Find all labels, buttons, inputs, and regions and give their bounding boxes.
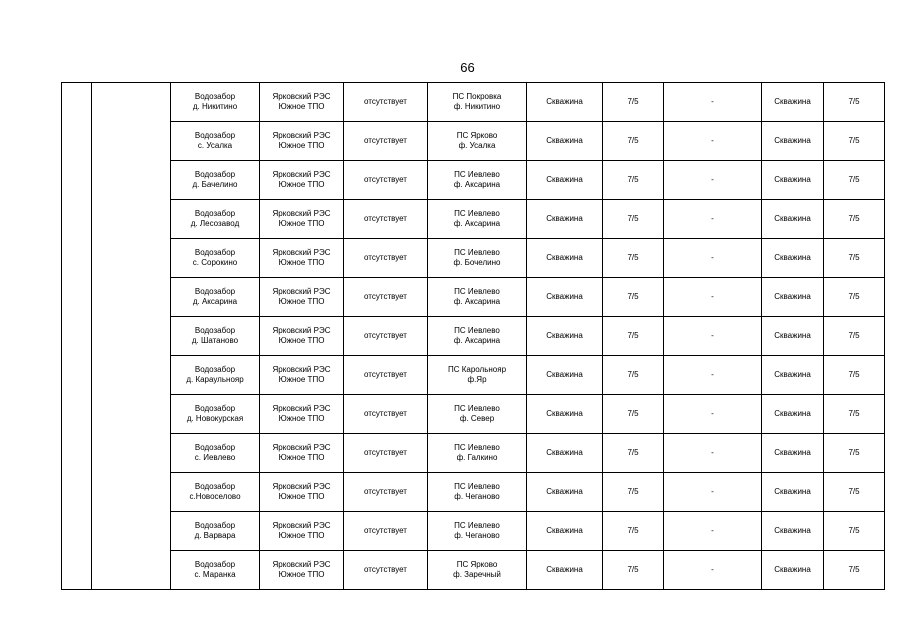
cell-text: с. Усалка (197, 141, 233, 150)
cell-text: - (711, 331, 714, 340)
cell-text: отсутствует (364, 448, 407, 457)
dash-cell (664, 200, 762, 239)
table-body (62, 83, 885, 590)
source-type-cell (527, 395, 603, 434)
merged-col-b (92, 83, 171, 590)
source-type-cell (527, 551, 603, 590)
status-cell (344, 434, 428, 473)
cell-text: Скважина (774, 136, 811, 145)
substation-cell (428, 122, 527, 161)
cell-text: Ярковский РЭС (272, 287, 331, 296)
cell-text: Южное ТПО (278, 492, 325, 501)
dash-cell (664, 239, 762, 278)
cell-text: Водозабор (194, 92, 236, 101)
cell-text: 7/5 (627, 565, 639, 574)
object-cell (171, 278, 260, 317)
cell-text: Скважина (546, 565, 583, 574)
cell-text: ПС Иевлево (454, 209, 500, 218)
cell-text: Ярковский РЭС (272, 131, 331, 140)
cell-text: Водозабор (194, 209, 236, 218)
object-cell (171, 239, 260, 278)
cell-text: отсутствует (364, 292, 407, 301)
cell-text: ПС Иевлево (454, 248, 500, 257)
ratio-cell (603, 512, 664, 551)
object-cell (171, 473, 260, 512)
source-type-cell (527, 434, 603, 473)
source-type-cell-2 (762, 317, 824, 356)
source-type-cell (527, 161, 603, 200)
cell-text: Скважина (546, 214, 583, 223)
cell-text: - (711, 448, 714, 457)
source-type-cell-2 (762, 200, 824, 239)
dash-cell (664, 122, 762, 161)
cell-text: 7/5 (848, 331, 860, 340)
cell-text: Водозабор (194, 326, 236, 335)
object-cell (171, 395, 260, 434)
source-type-cell (527, 317, 603, 356)
ratio-cell (603, 200, 664, 239)
cell-text: 7/5 (627, 253, 639, 262)
cell-text: Южное ТПО (278, 102, 325, 111)
ratio-cell-2 (824, 122, 885, 161)
cell-text: 7/5 (627, 136, 639, 145)
source-type-cell-2 (762, 395, 824, 434)
cell-text: 7/5 (848, 214, 860, 223)
cell-text: Скважина (546, 331, 583, 340)
cell-text: 7/5 (627, 370, 639, 379)
cell-text: ПС Иевлево (454, 443, 500, 452)
substation-cell (428, 200, 527, 239)
cell-text: 7/5 (627, 175, 639, 184)
cell-text: Скважина (546, 526, 583, 535)
cell-text: Скважина (774, 526, 811, 535)
substation-cell (428, 356, 527, 395)
table-row (62, 512, 885, 551)
cell-text: Скважина (774, 565, 811, 574)
ratio-cell-2 (824, 161, 885, 200)
cell-text: д. Варвара (194, 531, 236, 540)
cell-text: Ярковский РЭС (272, 365, 331, 374)
source-type-cell-2 (762, 278, 824, 317)
table-row (62, 395, 885, 434)
substation-cell (428, 434, 527, 473)
ratio-cell-2 (824, 278, 885, 317)
cell-text: Южное ТПО (278, 336, 325, 345)
status-cell (344, 317, 428, 356)
source-type-cell-2 (762, 434, 824, 473)
dash-cell (664, 395, 762, 434)
cell-text: 7/5 (627, 526, 639, 535)
cell-text: Водозабор (194, 248, 236, 257)
dash-cell (664, 83, 762, 122)
cell-text: 7/5 (848, 448, 860, 457)
cell-text: Скважина (774, 409, 811, 418)
cell-text: ПС Ярково (456, 131, 498, 140)
cell-text: с. Маранка (194, 570, 236, 579)
cell-text: Водозабор (194, 521, 236, 530)
source-type-cell-2 (762, 356, 824, 395)
source-type-cell (527, 278, 603, 317)
cell-text: Ярковский РЭС (272, 170, 331, 179)
cell-text: Южное ТПО (278, 180, 325, 189)
cell-text: 7/5 (627, 97, 639, 106)
dash-cell (664, 356, 762, 395)
object-cell (171, 317, 260, 356)
cell-text: - (711, 97, 714, 106)
cell-text: 7/5 (848, 175, 860, 184)
source-type-cell-2 (762, 161, 824, 200)
cell-text: Южное ТПО (278, 570, 325, 579)
ratio-cell-2 (824, 434, 885, 473)
status-cell (344, 473, 428, 512)
source-type-cell-2 (762, 122, 824, 161)
ratio-cell-2 (824, 395, 885, 434)
ratio-cell (603, 356, 664, 395)
cell-text: Скважина (546, 253, 583, 262)
dash-cell (664, 512, 762, 551)
cell-text: - (711, 136, 714, 145)
cell-text: ф. Усалка (458, 141, 496, 150)
cell-text: Скважина (546, 487, 583, 496)
substation-cell (428, 473, 527, 512)
cell-text: - (711, 175, 714, 184)
network-org-cell (260, 239, 344, 278)
table-row (62, 83, 885, 122)
source-type-cell-2 (762, 512, 824, 551)
cell-text: Южное ТПО (278, 531, 325, 540)
status-cell (344, 356, 428, 395)
cell-text: - (711, 409, 714, 418)
cell-text: 7/5 (848, 97, 860, 106)
table-row (62, 161, 885, 200)
cell-text: отсутствует (364, 253, 407, 262)
cell-text: Южное ТПО (278, 258, 325, 267)
status-cell (344, 161, 428, 200)
object-cell (171, 512, 260, 551)
substation-cell (428, 317, 527, 356)
cell-text: с. Сорокино (192, 258, 238, 267)
cell-text: ПС Иевлево (454, 482, 500, 491)
ratio-cell (603, 239, 664, 278)
ratio-cell (603, 317, 664, 356)
ratio-cell-2 (824, 512, 885, 551)
cell-text: Ярковский РЭС (272, 521, 331, 530)
cell-text: Ярковский РЭС (272, 326, 331, 335)
cell-text: Южное ТПО (278, 219, 325, 228)
cell-text: отсутствует (364, 526, 407, 535)
cell-text: отсутствует (364, 370, 407, 379)
dash-cell (664, 161, 762, 200)
object-cell (171, 200, 260, 239)
cell-text: 7/5 (848, 565, 860, 574)
merged-col-a (62, 83, 92, 590)
cell-text: ф. Чеганово (454, 492, 500, 501)
cell-text: - (711, 292, 714, 301)
cell-text: отсутствует (364, 409, 407, 418)
status-cell (344, 512, 428, 551)
cell-text: Ярковский РЭС (272, 404, 331, 413)
cell-text: Водозабор (194, 170, 236, 179)
cell-text: ф. Никитино (453, 102, 501, 111)
cell-text: Скважина (774, 214, 811, 223)
substation-cell (428, 278, 527, 317)
cell-text: ф. Заречный (453, 570, 501, 579)
substation-cell (428, 551, 527, 590)
ratio-cell (603, 551, 664, 590)
ratio-cell (603, 395, 664, 434)
status-cell (344, 83, 428, 122)
cell-text: 7/5 (848, 292, 860, 301)
cell-text: отсутствует (364, 136, 407, 145)
cell-text: - (711, 487, 714, 496)
ratio-cell-2 (824, 200, 885, 239)
status-cell (344, 200, 428, 239)
cell-text: отсутствует (364, 565, 407, 574)
cell-text: 7/5 (627, 487, 639, 496)
cell-text: д. Бачелино (192, 180, 238, 189)
cell-text: ф. Бочелино (453, 258, 501, 267)
cell-text: д. Новокурская (186, 414, 244, 423)
cell-text: ф. Чеганово (454, 531, 500, 540)
cell-text: ПС Иевлево (454, 326, 500, 335)
dash-cell (664, 278, 762, 317)
cell-text: Скважина (546, 370, 583, 379)
network-org-cell (260, 434, 344, 473)
cell-text: Скважина (546, 409, 583, 418)
network-org-cell (260, 395, 344, 434)
source-type-cell (527, 512, 603, 551)
ratio-cell (603, 473, 664, 512)
cell-text: ПС Ярково (456, 560, 498, 569)
network-org-cell (260, 356, 344, 395)
cell-text: ПС Иевлево (454, 287, 500, 296)
dash-cell (664, 434, 762, 473)
cell-text: 7/5 (848, 370, 860, 379)
table-row (62, 317, 885, 356)
dash-cell (664, 473, 762, 512)
cell-text: ПС Иевлево (454, 170, 500, 179)
cell-text: Южное ТПО (278, 375, 325, 384)
cell-text: Водозабор (194, 482, 236, 491)
cell-text: Скважина (546, 292, 583, 301)
status-cell (344, 551, 428, 590)
water-intake-table (61, 82, 885, 590)
ratio-cell (603, 161, 664, 200)
cell-text: ф. Аксарина (453, 336, 501, 345)
cell-text: ф. Север (459, 414, 495, 423)
table-row (62, 473, 885, 512)
cell-text: отсутствует (364, 214, 407, 223)
cell-text: Ярковский РЭС (272, 209, 331, 218)
network-org-cell (260, 161, 344, 200)
ratio-cell-2 (824, 239, 885, 278)
cell-text: Водозабор (194, 443, 236, 452)
ratio-cell (603, 434, 664, 473)
cell-text: Ярковский РЭС (272, 92, 331, 101)
cell-text: ПС Иевлево (454, 404, 500, 413)
cell-text: Скважина (774, 292, 811, 301)
substation-cell (428, 239, 527, 278)
cell-text: Водозабор (194, 404, 236, 413)
cell-text: Скважина (774, 448, 811, 457)
cell-text: Южное ТПО (278, 453, 325, 462)
cell-text: 7/5 (848, 526, 860, 535)
cell-text: 7/5 (627, 409, 639, 418)
cell-text: 7/5 (848, 253, 860, 262)
ratio-cell (603, 122, 664, 161)
object-cell (171, 83, 260, 122)
cell-text: Скважина (774, 331, 811, 340)
source-type-cell (527, 356, 603, 395)
object-cell (171, 434, 260, 473)
status-cell (344, 122, 428, 161)
cell-text: ПС Карольнояр (447, 365, 507, 374)
substation-cell (428, 395, 527, 434)
object-cell (171, 551, 260, 590)
object-cell (171, 122, 260, 161)
cell-text: Скважина (546, 97, 583, 106)
status-cell (344, 278, 428, 317)
object-cell (171, 356, 260, 395)
source-type-cell-2 (762, 551, 824, 590)
cell-text: д. Никитино (192, 102, 238, 111)
dash-cell (664, 551, 762, 590)
cell-text: Водозабор (194, 131, 236, 140)
cell-text: 7/5 (627, 448, 639, 457)
source-type-cell (527, 122, 603, 161)
cell-text: ф.Яр (467, 375, 487, 384)
network-org-cell (260, 512, 344, 551)
source-type-cell (527, 83, 603, 122)
cell-text: отсутствует (364, 331, 407, 340)
cell-text: ф. Аксарина (453, 180, 501, 189)
source-type-cell-2 (762, 239, 824, 278)
cell-text: - (711, 370, 714, 379)
cell-text: д. Караульнояр (186, 375, 244, 384)
network-org-cell (260, 200, 344, 239)
table-row (62, 356, 885, 395)
object-cell (171, 161, 260, 200)
source-type-cell-2 (762, 473, 824, 512)
cell-text: Скважина (546, 136, 583, 145)
cell-text: Ярковский РЭС (272, 482, 331, 491)
table-row (62, 239, 885, 278)
network-org-cell (260, 83, 344, 122)
status-cell (344, 239, 428, 278)
source-type-cell (527, 239, 603, 278)
table-row (62, 122, 885, 161)
cell-text: Скважина (546, 448, 583, 457)
cell-text: Водозабор (194, 560, 236, 569)
cell-text: Южное ТПО (278, 141, 325, 150)
source-type-cell (527, 200, 603, 239)
cell-text: Ярковский РЭС (272, 248, 331, 257)
network-org-cell (260, 473, 344, 512)
ratio-cell-2 (824, 473, 885, 512)
cell-text: ПС Иевлево (454, 521, 500, 530)
cell-text: д. Аксарина (192, 297, 238, 306)
cell-text: 7/5 (848, 487, 860, 496)
cell-text: Скважина (774, 253, 811, 262)
ratio-cell (603, 278, 664, 317)
cell-text: Ярковский РЭС (272, 560, 331, 569)
cell-text: с.Новоселово (189, 492, 241, 501)
cell-text: Скважина (546, 175, 583, 184)
cell-text: - (711, 253, 714, 262)
table-row (62, 278, 885, 317)
network-org-cell (260, 278, 344, 317)
cell-text: ПС Покровка (452, 92, 502, 101)
ratio-cell (603, 83, 664, 122)
ratio-cell-2 (824, 551, 885, 590)
cell-text: Ярковский РЭС (272, 443, 331, 452)
cell-text: Южное ТПО (278, 297, 325, 306)
ratio-cell-2 (824, 83, 885, 122)
table-row (62, 200, 885, 239)
cell-text: Скважина (774, 487, 811, 496)
network-org-cell (260, 317, 344, 356)
cell-text: Скважина (774, 370, 811, 379)
cell-text: 7/5 (627, 292, 639, 301)
cell-text: Южное ТПО (278, 414, 325, 423)
cell-text: ф. Аксарина (453, 297, 501, 306)
cell-text: д. Шатаново (191, 336, 239, 345)
cell-text: отсутствует (364, 487, 407, 496)
source-type-cell-2 (762, 83, 824, 122)
cell-text: ф. Аксарина (453, 219, 501, 228)
cell-text: с. Иевлево (194, 453, 236, 462)
cell-text: ф. Галкино (456, 453, 498, 462)
cell-text: отсутствует (364, 97, 407, 106)
cell-text: д. Лесозавод (190, 219, 240, 228)
cell-text: 7/5 (627, 331, 639, 340)
table-row (62, 551, 885, 590)
network-org-cell (260, 551, 344, 590)
cell-text: отсутствует (364, 175, 407, 184)
status-cell (344, 395, 428, 434)
cell-text: Водозабор (194, 287, 236, 296)
cell-text: - (711, 526, 714, 535)
ratio-cell-2 (824, 317, 885, 356)
cell-text: - (711, 214, 714, 223)
page-number: 66 (460, 60, 475, 75)
dash-cell (664, 317, 762, 356)
table-row (62, 434, 885, 473)
network-org-cell (260, 122, 344, 161)
cell-text: 7/5 (848, 409, 860, 418)
cell-text: 7/5 (627, 214, 639, 223)
cell-text: Скважина (774, 97, 811, 106)
cell-text: Водозабор (194, 365, 236, 374)
substation-cell (428, 83, 527, 122)
cell-text: 7/5 (848, 136, 860, 145)
substation-cell (428, 161, 527, 200)
cell-text: - (711, 565, 714, 574)
source-type-cell (527, 473, 603, 512)
substation-cell (428, 512, 527, 551)
ratio-cell-2 (824, 356, 885, 395)
cell-text: Скважина (774, 175, 811, 184)
